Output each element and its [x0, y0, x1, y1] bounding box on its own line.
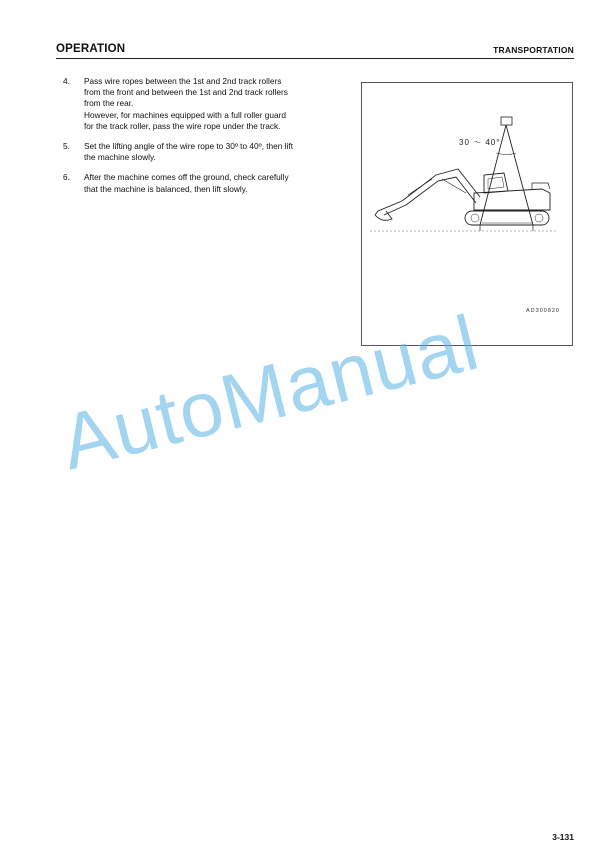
step-text-line: Set the lifting angle of the wire rope to 30º to 40º, then lift	[84, 141, 294, 152]
step-number: 5.	[63, 141, 70, 152]
step-text-line: Pass wire ropes between the 1st and 2nd track rollers	[84, 76, 282, 86]
upper-structure-icon	[474, 189, 550, 210]
procedure-steps	[63, 76, 345, 204]
step-number: 6.	[63, 172, 70, 183]
step-text-line: from the front and between the 1st and 2nd track rollers	[84, 87, 288, 98]
step-5	[63, 141, 345, 163]
step-number: 4.	[63, 76, 70, 86]
step-text-line: After the machine comes off the ground, check carefully	[84, 172, 289, 183]
header-divider	[56, 58, 574, 59]
cab-icon	[484, 173, 508, 193]
topic-title: TRANSPORTATION	[493, 45, 574, 55]
step-text-line: from the rear.	[84, 98, 134, 109]
step-6	[63, 172, 345, 194]
angle-label: 30 ～ 40°	[459, 138, 501, 147]
step-text-line: However, for machines equipped with a full roller guard	[84, 109, 286, 120]
step-text-line: for the track roller, pass the wire rope under the track.	[84, 120, 281, 131]
boom-icon	[402, 169, 480, 205]
step-text-line: the machine slowly.	[84, 152, 156, 163]
section-title: OPERATION	[56, 43, 126, 55]
step-4	[63, 76, 345, 132]
hook-block-icon	[501, 117, 512, 125]
watermark: AutoManual	[52, 297, 488, 487]
page-number: 3-131	[552, 832, 574, 842]
arm-icon	[375, 201, 406, 215]
figure-code: AD300820	[526, 308, 560, 314]
step-text-line: that the machine is balanced, then lift slowly.	[84, 183, 248, 194]
